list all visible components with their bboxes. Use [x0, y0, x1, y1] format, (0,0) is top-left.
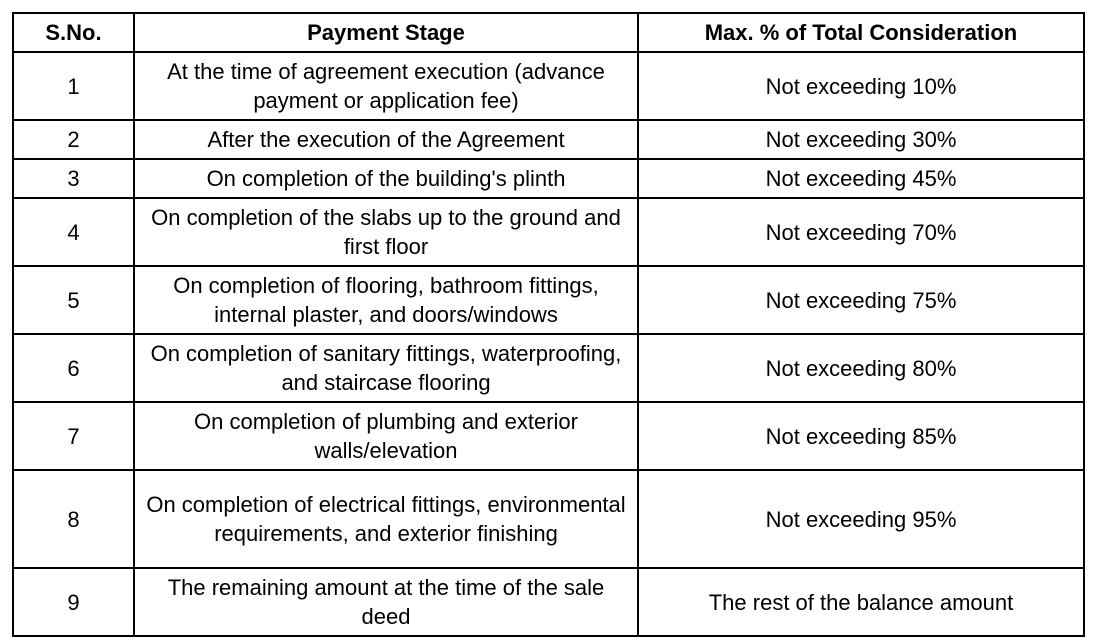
table-row: [13, 470, 1084, 568]
table-row: [13, 198, 1084, 266]
cell-payment-stage: On completion of electrical fittings, environmental requirements, and exterior finishing: [134, 470, 638, 568]
cell-sno: 9: [13, 568, 134, 636]
cell-max-percent: Not exceeding 75%: [638, 266, 1084, 334]
cell-payment-stage: On completion of plumbing and exterior walls/elevation: [134, 402, 638, 470]
table-row: [13, 120, 1084, 159]
cell-sno: 6: [13, 334, 134, 402]
cell-sno: 1: [13, 52, 134, 120]
cell-payment-stage: On completion of sanitary fittings, waterproofing, and staircase flooring: [134, 334, 638, 402]
cell-payment-stage: On completion of the slabs up to the ground and first floor: [134, 198, 638, 266]
cell-payment-stage: After the execution of the Agreement: [134, 120, 638, 159]
cell-sno: 7: [13, 402, 134, 470]
cell-max-percent: Not exceeding 10%: [638, 52, 1084, 120]
header-sno: S.No.: [13, 13, 134, 52]
table-row: [13, 52, 1084, 120]
cell-max-percent: Not exceeding 70%: [638, 198, 1084, 266]
cell-max-percent: The rest of the balance amount: [638, 568, 1084, 636]
header-max-percent: Max. % of Total Consideration: [638, 13, 1084, 52]
cell-max-percent: Not exceeding 45%: [638, 159, 1084, 198]
table-row: [13, 568, 1084, 636]
table-row: [13, 159, 1084, 198]
cell-max-percent: Not exceeding 30%: [638, 120, 1084, 159]
cell-max-percent: Not exceeding 85%: [638, 402, 1084, 470]
cell-sno: 3: [13, 159, 134, 198]
table-row: [13, 266, 1084, 334]
cell-max-percent: Not exceeding 80%: [638, 334, 1084, 402]
cell-sno: 5: [13, 266, 134, 334]
cell-sno: 4: [13, 198, 134, 266]
cell-max-percent: Not exceeding 95%: [638, 470, 1084, 568]
payment-schedule-table: [12, 12, 1085, 637]
table-row: [13, 334, 1084, 402]
cell-payment-stage: The remaining amount at the time of the sale deed: [134, 568, 638, 636]
header-row: [13, 13, 1084, 52]
cell-payment-stage: On completion of the building's plinth: [134, 159, 638, 198]
table-row: [13, 402, 1084, 470]
cell-sno: 2: [13, 120, 134, 159]
cell-payment-stage: At the time of agreement execution (advance payment or application fee): [134, 52, 638, 120]
cell-sno: 8: [13, 470, 134, 568]
cell-payment-stage: On completion of flooring, bathroom fittings, internal plaster, and doors/windows: [134, 266, 638, 334]
header-payment-stage: Payment Stage: [134, 13, 638, 52]
